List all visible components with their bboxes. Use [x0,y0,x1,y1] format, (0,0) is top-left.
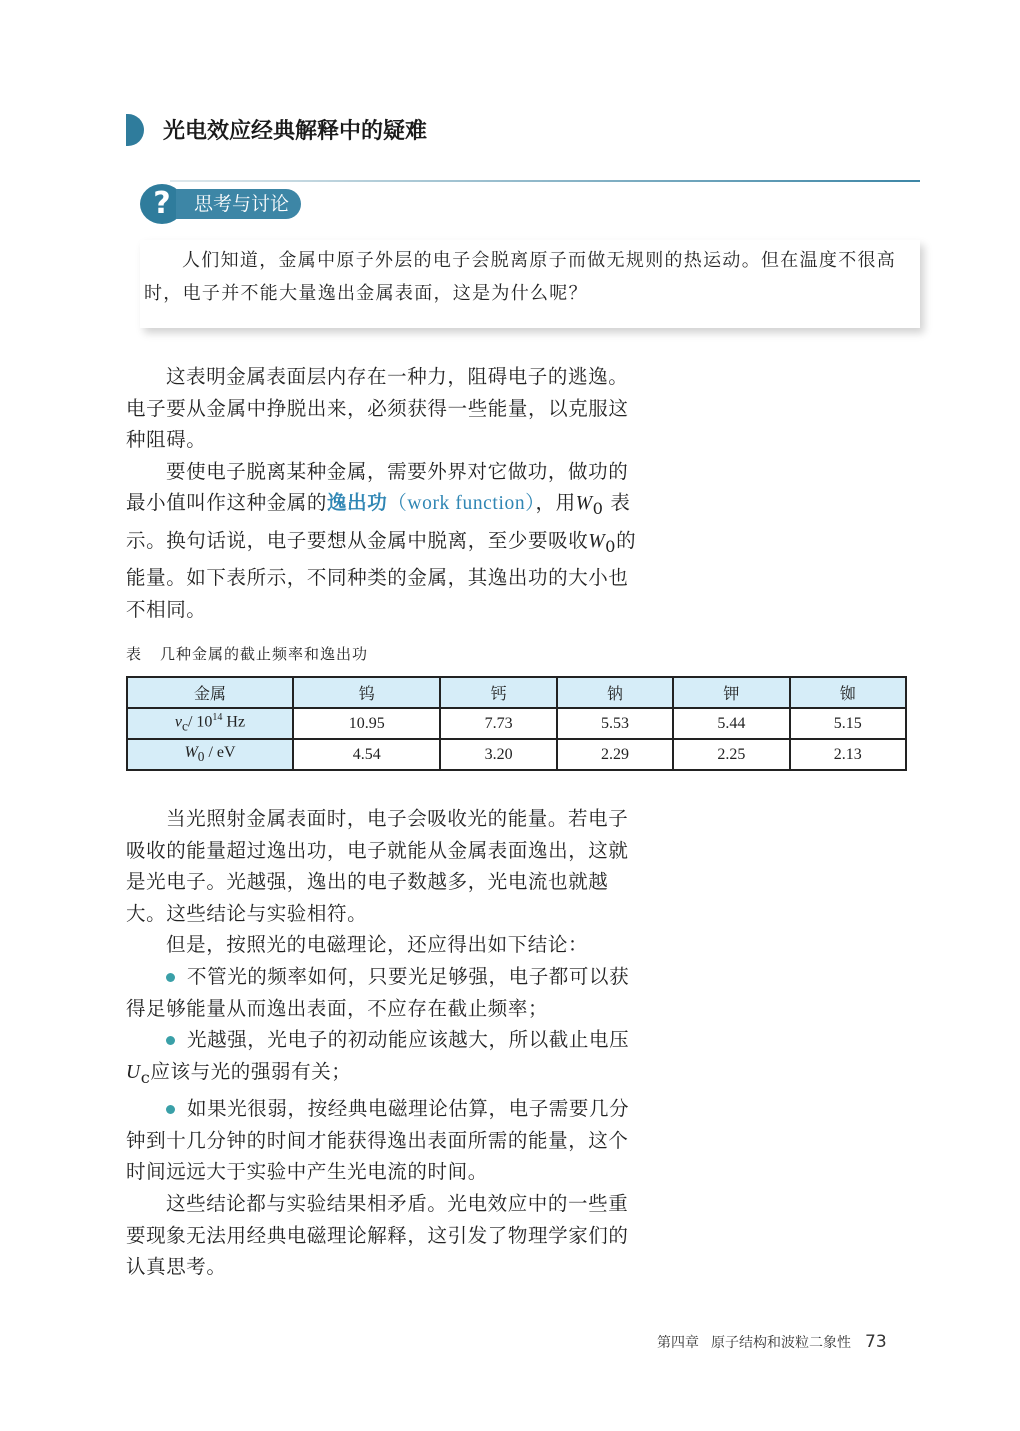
bullet-icon [166,973,175,982]
section-marker [126,114,144,146]
subscript: c [140,1067,151,1087]
discussion-label: 思考与讨论 [176,189,301,219]
symbol: ν [174,713,183,731]
question-icon: ? [140,184,184,224]
divider [170,180,920,182]
bullet-text: 光越强，光电子的初动能应该越大，所以截止电压 [187,1028,630,1052]
subscript: 0 [605,536,617,556]
table-cell: 5.15 [790,708,906,739]
unit: / 10 [187,713,213,731]
body-text-1 [126,361,642,626]
term-work-function: 逸出功 [327,491,388,515]
bullet-icon [166,1036,175,1045]
symbol: W [184,743,198,761]
page-number: 73 [865,1332,887,1352]
body-text-2 [126,803,642,1283]
caption-prefix: 表 [126,645,143,663]
table-row [127,708,906,739]
unit: / eV [204,743,236,761]
bullet-text: 不管光的频率如何，只要光足够强，电子都可以获得足够能量从而逸出表面，不应存在截止频率； [126,964,630,1020]
bullet-item [126,961,642,1024]
header-cell: 铷 [790,677,906,708]
table-cell: 2.25 [673,739,789,770]
symbol-w: W [575,493,593,515]
table-cell: 4.54 [293,739,440,770]
bullet-item [126,1093,642,1188]
page-footer [657,1332,887,1352]
discussion-box: 人们知道，金属中原子外层的电子会脱离原子而做无规则的热运动。但在温度不很高时，电子并不能大量逸出金属表面，这是为什么呢？ [140,240,920,328]
paragraph: 这表明金属表面层内存在一种力，阻碍电子的逃逸。电子要从金属中挣脱出来，必须获得一些能量，以克服这种阻碍。 [126,365,629,452]
header-cell: 钙 [440,677,556,708]
chapter-number: 第四章 [657,1335,699,1351]
text: 要使电子脱离某种金属，需要外界对它做功，做功的最小值叫作这种金属的 [126,459,629,515]
table-cell: 10.95 [293,708,440,739]
symbol-w: W [588,530,606,552]
paragraph: 当光照射金属表面时，电子会吸收光的能量。若电子吸收的能量超过逸出功，电子就能从金属表面逸出，这就是光电子。光越强，逸出的电子数越多，光电流也就越大。这些结论与实验相符。 [126,807,629,925]
subscript: c [182,718,188,734]
table-caption [126,643,368,664]
paragraph-work-function [126,456,642,626]
header-cell: 金属 [127,677,293,708]
subscript: 0 [592,499,604,519]
text: 表示。换句话说，电子要想从金属中脱离，至少要吸收 [126,491,631,552]
bullet-item [126,1024,642,1093]
header-cell: 钾 [673,677,789,708]
table-header-row [127,677,906,708]
header-cell: 钨 [293,677,440,708]
row-label-work-function [127,739,293,770]
bullet-text: 如果光很弱，按经典电磁理论估算，电子需要几分钟到十几分钟的时间才能获得逸出表面所需的能量，这个时间远远大于实验中产生光电流的时间。 [126,1097,630,1184]
subscript: 0 [197,749,205,765]
row-label-frequency [127,708,293,739]
table-cell: 5.53 [557,708,673,739]
metals-table [126,676,907,771]
table-cell: 2.13 [790,739,906,770]
table-cell: 7.73 [440,708,556,739]
text: ，用 [535,491,576,515]
unit: Hz [222,713,246,731]
section-title: 光电效应经典解释中的疑难 [163,119,428,144]
caption-text: 几种金属的截止频率和逸出功 [160,645,369,663]
exponent: 14 [212,712,223,724]
table-cell: 2.29 [557,739,673,770]
header-cell: 钠 [557,677,673,708]
paragraph: 但是，按照光的电磁理论，还应得出如下结论： [166,933,589,957]
table-cell: 3.20 [440,739,556,770]
chapter-title: 原子结构和波粒二象性 [711,1335,851,1351]
table-row [127,739,906,770]
text: 的能量。如下表所示，不同种类的金属，其逸出功的大小也不相同。 [126,528,637,621]
term-english: （work function） [387,493,536,515]
table-cell: 5.44 [673,708,789,739]
bullet-text: 应该与光的强弱有关； [150,1059,352,1083]
symbol-u: U [126,1061,141,1083]
bullet-icon [166,1105,175,1114]
paragraph: 这些结论都与实验结果相矛盾。光电效应中的一些重要现象无法用经典电磁理论解释，这引发了物理学家们的认真思考。 [126,1192,629,1279]
